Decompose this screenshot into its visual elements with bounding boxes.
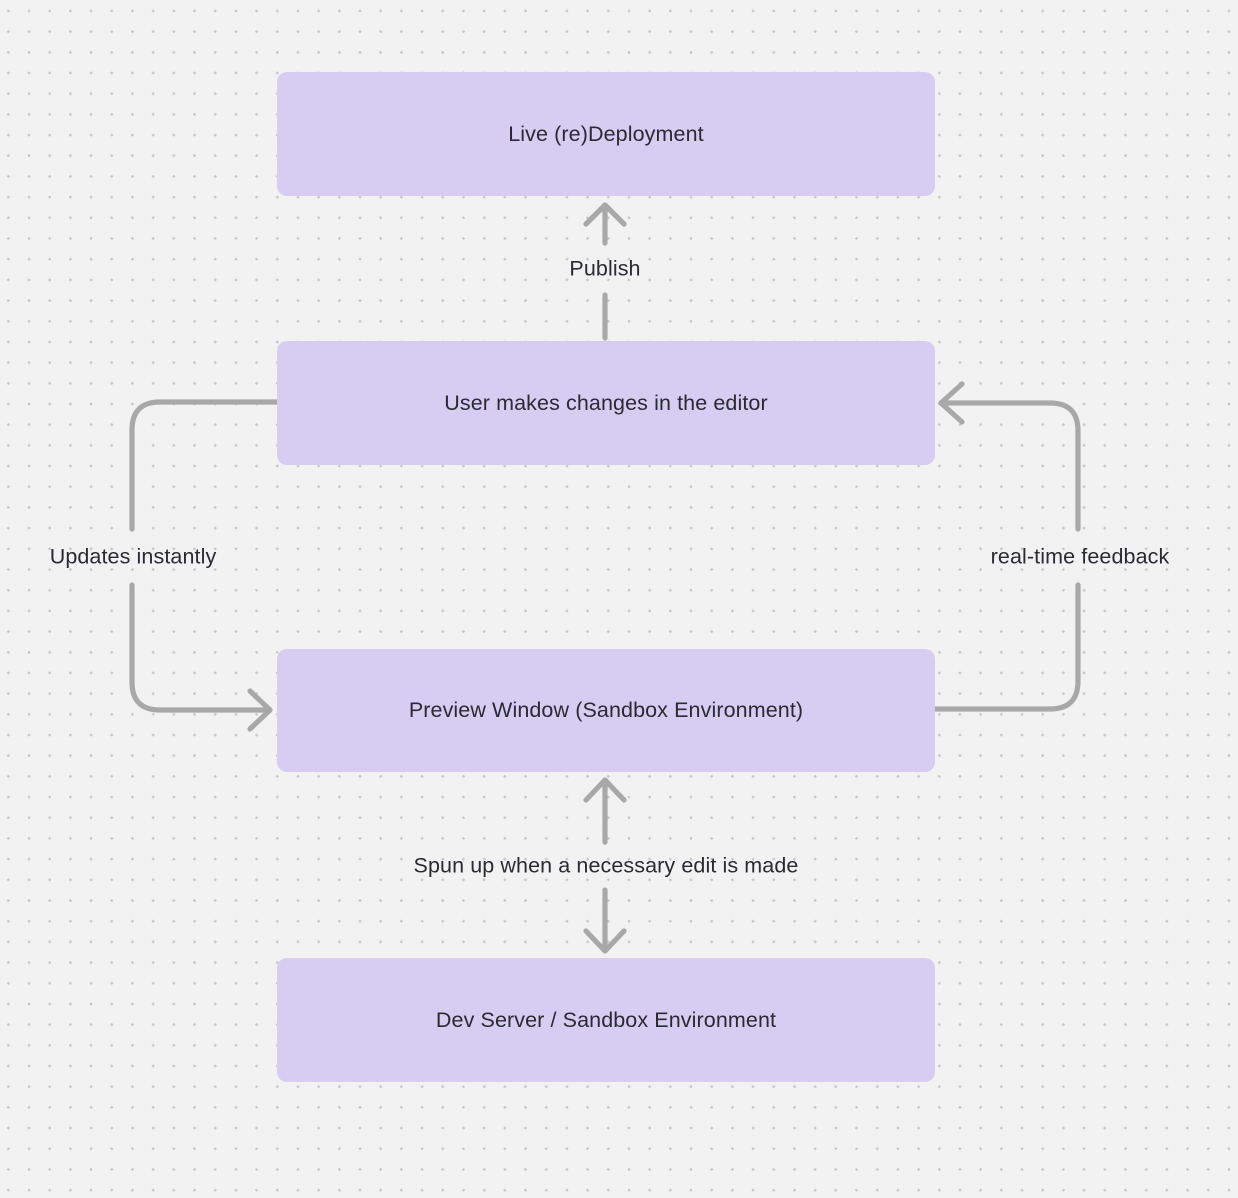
- node-live-deployment-label: Live (re)Deployment: [508, 121, 704, 146]
- node-preview-window-label: Preview Window (Sandbox Environment): [408, 698, 804, 722]
- feedback-loop-upper-line: [948, 403, 1078, 529]
- updates-loop-upper-line: [132, 402, 277, 529]
- edge-label-updates-instantly: Updates instantly: [49, 544, 217, 569]
- edge-label-spun-up: Spun up when a necessary edit is made: [413, 853, 799, 878]
- edge-label-realtime-feedback: real-time feedback: [990, 544, 1170, 569]
- node-editor: [277, 341, 935, 465]
- node-dev-server: [277, 958, 935, 1082]
- node-live-deployment: [277, 72, 935, 196]
- node-dev-server-label: Dev Server / Sandbox Environment: [435, 1007, 777, 1032]
- feedback-loop-lower-line: [935, 585, 1078, 709]
- node-editor-label: User makes changes in the editor: [444, 390, 768, 415]
- updates-loop-lower-line: [132, 585, 267, 710]
- node-preview-window: [277, 649, 935, 772]
- edge-label-publish: Publish: [569, 256, 641, 281]
